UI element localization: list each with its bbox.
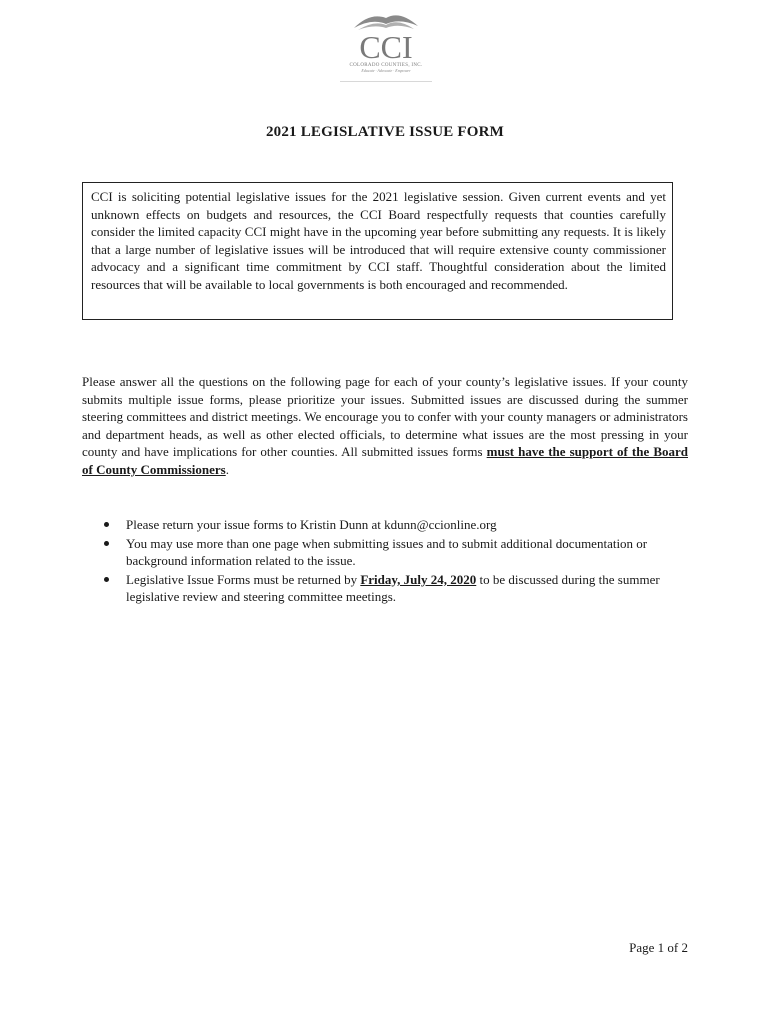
intro-notice-box [82,182,673,320]
cci-logo [336,8,436,88]
bullet-text: Legislative Issue Forms must be returned by [126,571,361,587]
instructions-text: Please answer all the questions on the following page for each of your county’s legislative issues. If your county submits multiple issue forms, please prioritize your issues. Submitted issues are discussed during the summer steering committees and district meetings. We encourage you to confer with your county managers or administrators and department heads, as well as other elected officials, to determine what issues are the most pressing in your county and have implications for other counties. All submitted issues forms [82,374,688,460]
logo-org-name: COLORADO COUNTIES, INC. [349,63,423,68]
instructions-paragraph [82,373,688,479]
bullet-item-return-forms [82,516,690,534]
page-number: Page 1 of 2 [629,940,688,955]
intro-text: CCI is soliciting potential legislative issues for the 2021 legislative session. Given current events and yet unknown effects on budgets and resources, the CCI Board respectfully requests that counties carefully consider the limited capacity CCI might have in the upcoming year before submitting any requests. It is likely that a large number of legislative issues will be introduced that will require extensive county commissioner advocacy and a significant time commitment by CCI staff. Thoughtful consideration about the limited resources that will be available to local governments is both encouraged and recommended. [91,189,666,292]
bullet-text: You may use more than one page when submitting issues and to submit additional documentation or background information related to the issue. [126,535,648,569]
instructions-emphasis: must have the support of the Board of County Commissioners [82,444,688,477]
logo-wordmark: CCI [359,29,413,65]
instruction-bullet-list [82,516,690,607]
logo-tagline: Educate · Advocate · Empower [361,68,411,73]
form-title: 2021 LEGISLATIVE ISSUE FORM [265,124,505,140]
instructions-end: . [225,461,229,477]
bullet-icon [104,577,109,582]
bullet-item-deadline [82,571,690,606]
deadline-date: Friday, July 24, 2020 [360,571,477,587]
logo-divider [340,81,432,82]
bullet-icon [104,522,109,527]
bullet-item-multiple-pages [82,535,690,570]
bullet-text: Please return your issue forms to Kristin Dunn at kdunn@ccionline.org [126,517,497,532]
bullet-icon [104,541,109,546]
bullet-text-end: to be discussed during the summer legislative review and steering committee meetings. [126,571,660,605]
